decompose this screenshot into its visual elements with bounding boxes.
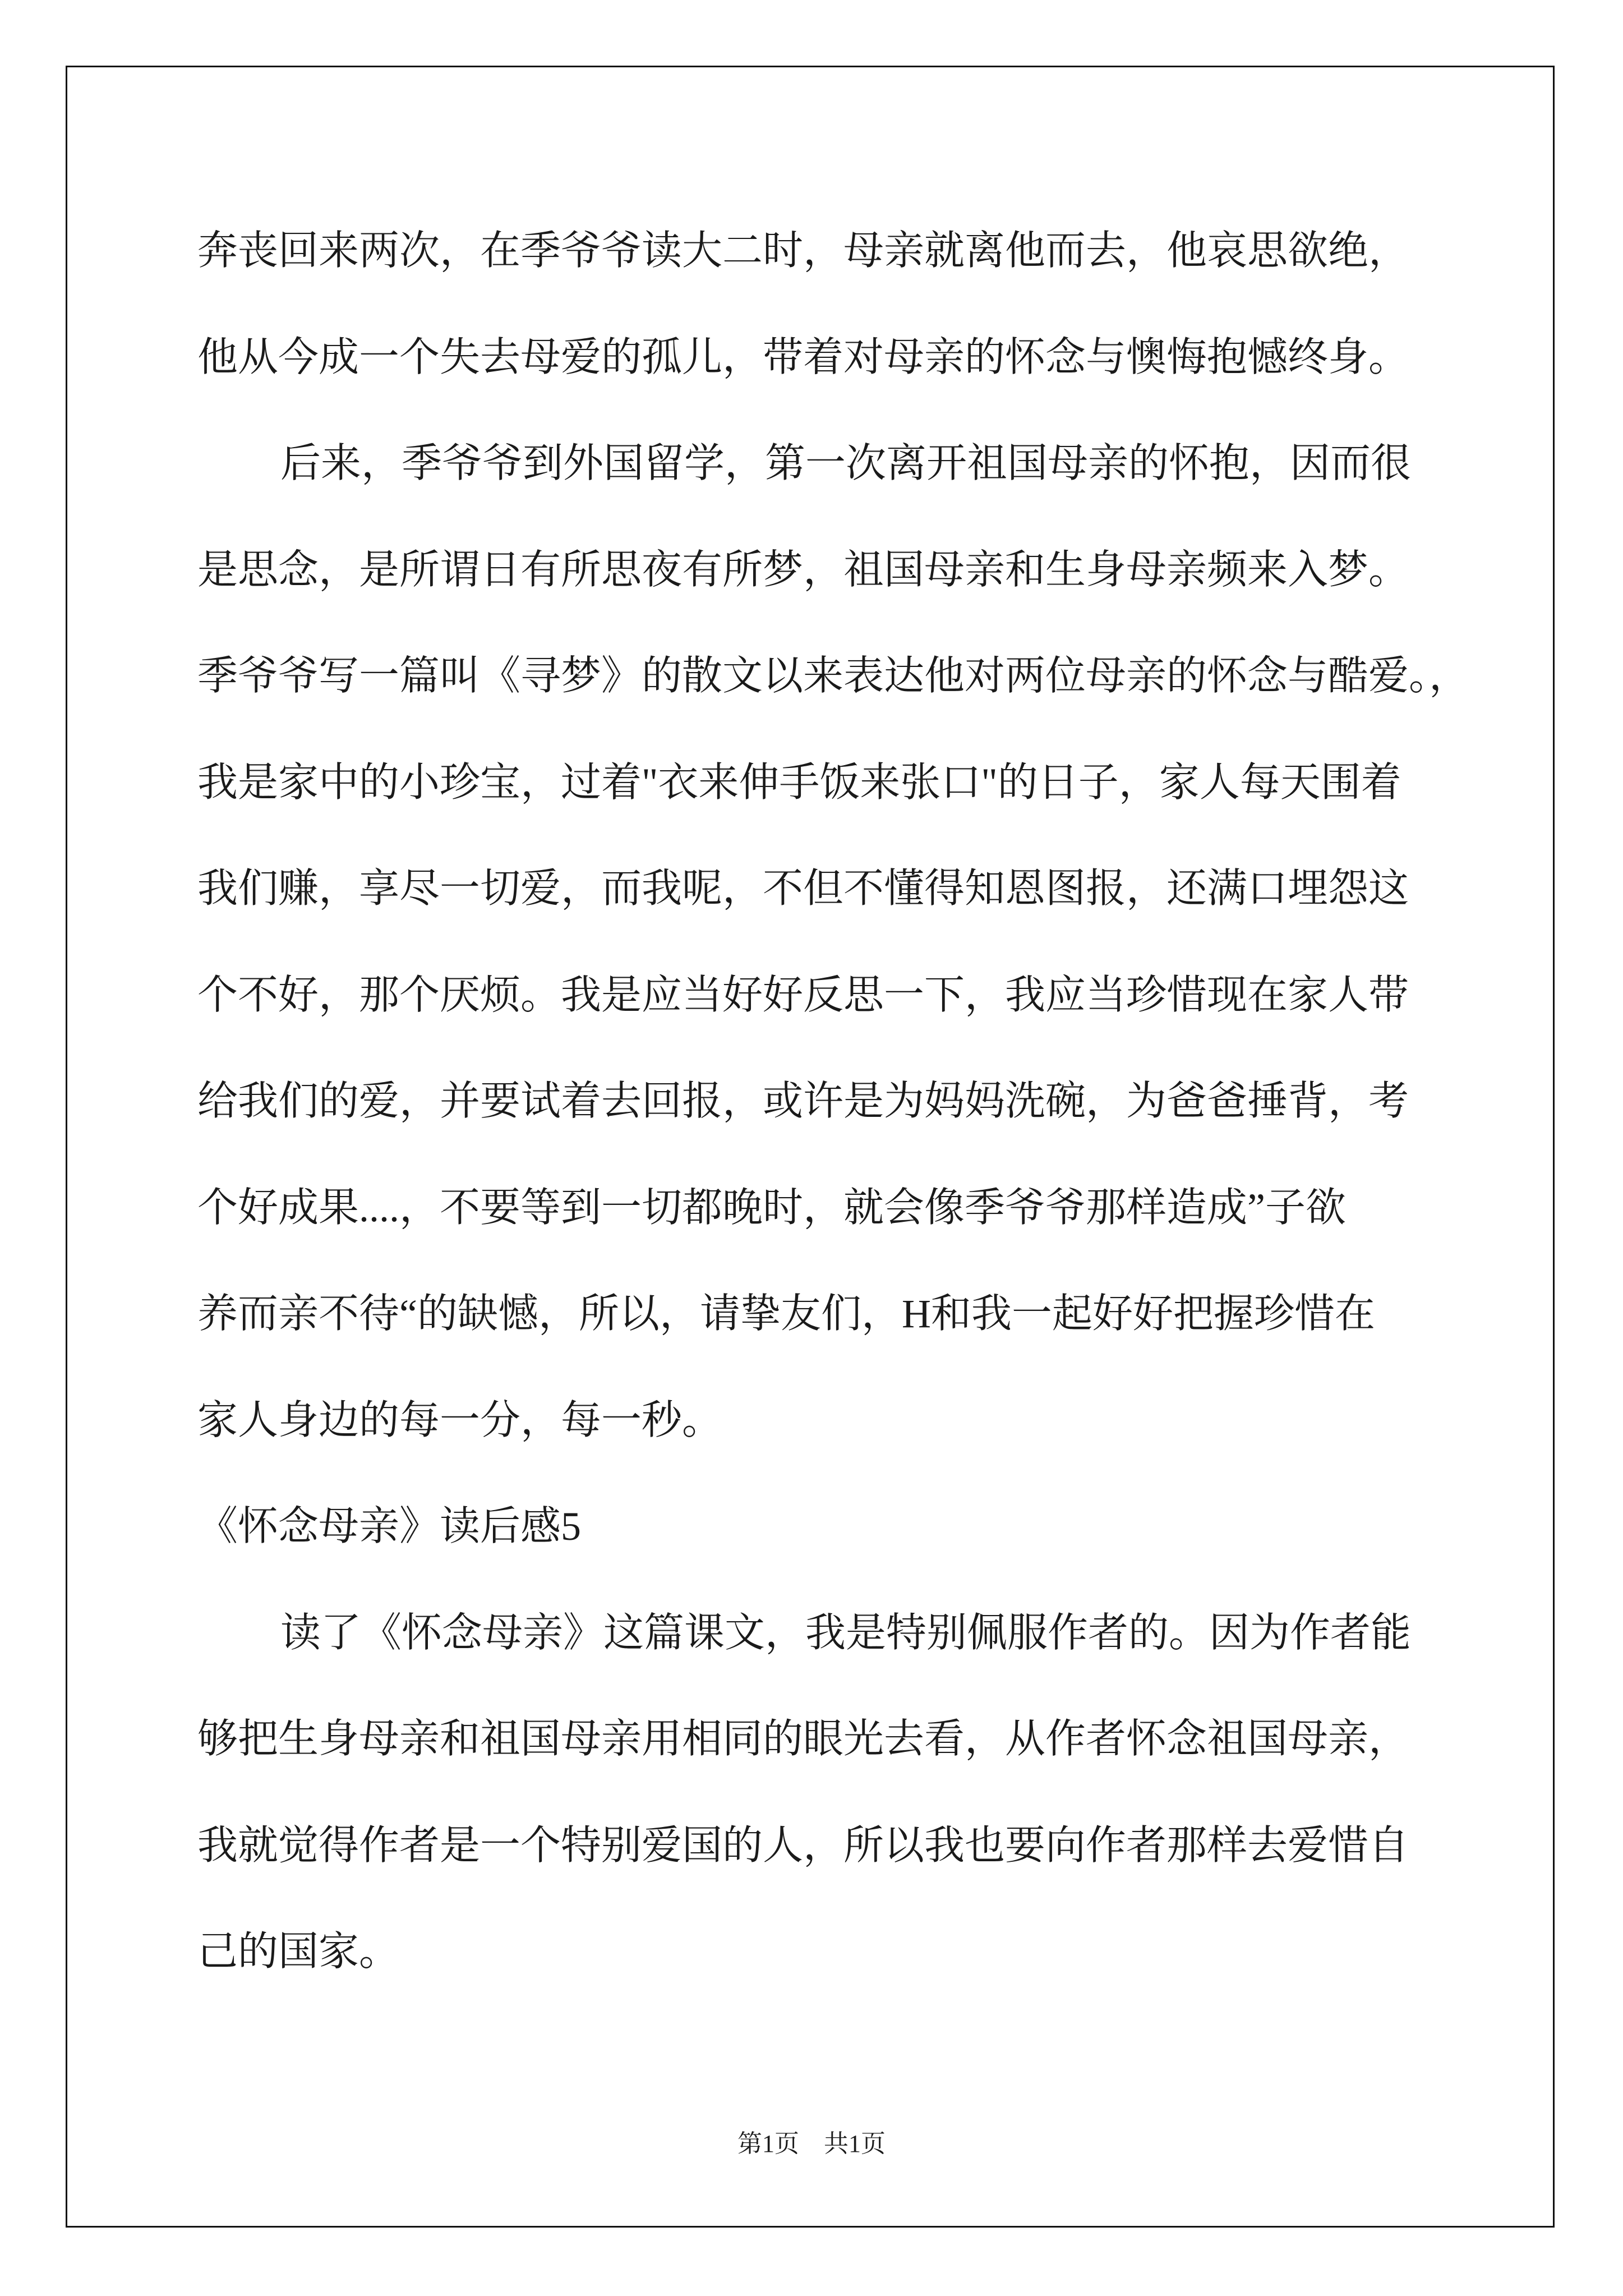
text-line: 给我们的爱，并要试着去回报，或许是为妈妈洗碗，为爸爸捶背，考 (197, 1079, 1409, 1124)
text-line: 养而亲不待“的缺憾，所以，请挚友们，H和我一起好好把握珍惜在 (197, 1291, 1375, 1336)
text-line: 我就觉得作者是一个特别爱国的人，所以我也要向作者那样去爱惜自 (197, 1823, 1409, 1868)
text-line: 我们赚，享尽一切爱，而我呢，不但不懂得知恩图报，还满口埋怨这 (197, 866, 1409, 911)
page-number: 第1页 (737, 2130, 799, 2157)
text-line: 他从今成一个失去母爱的孤儿，带着对母亲的怀念与懊悔抱憾终身。 (197, 334, 1409, 380)
page-footer (0, 2127, 1623, 2161)
paragraph-start-line: 读了《怀念母亲》这篇课文，我是特别佩服作者的。因为作者能 (280, 1610, 1412, 1655)
text-line: 季爷爷写一篇叫《寻梦》的散文以来表达他对两位母亲的怀念与酷爱。， (197, 654, 1470, 698)
text-line: 家人身边的每一分，每一秒。 (197, 1397, 723, 1443)
text-line: 是思念，是所谓日有所思夜有所梦，祖国母亲和生身母亲频来入梦。 (197, 547, 1409, 592)
text-line: 己的国家。 (197, 1929, 400, 1974)
text-line: 个好成果....，不要等到一切都晚时，就会像季爷爷那样造成”子欲 (197, 1185, 1346, 1230)
paragraph-start-line: 后来，季爷爷到外国留学，第一次离开祖国母亲的怀抱，因而很 (280, 441, 1412, 486)
page-total: 共1页 (824, 2130, 886, 2157)
text-line: 我是家中的小珍宝，过着"衣来伸手饭来张口"的日子，家人每天围着 (197, 760, 1401, 805)
text-line: 奔丧回来两次，在季爷爷读大二时，母亲就离他而去，他哀思欲绝， (197, 228, 1409, 273)
text-line: 够把生身母亲和祖国母亲用相同的眼光去看，从作者怀念祖国母亲， (197, 1717, 1409, 1761)
section-heading: 《怀念母亲》读后感5 (197, 1504, 582, 1549)
document-body (197, 198, 1543, 2005)
text-line: 个不好，那个厌烦。我是应当好好反思一下，我应当珍惜现在家人带 (197, 972, 1409, 1018)
